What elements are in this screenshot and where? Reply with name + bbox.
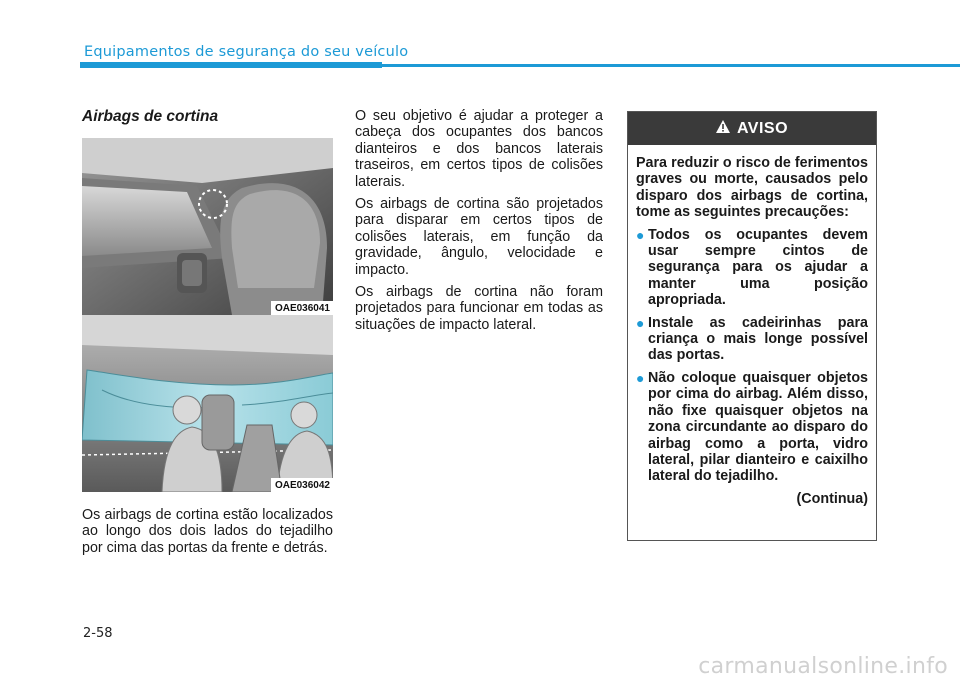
bullet-icon: ●: [636, 314, 645, 331]
column2-paragraph-3: Os airbags de cortina não foram projetados para funcionar em todas as situações de impacto lateral.: [355, 284, 603, 333]
warning-item: ● Todos os ocupantes devem usar sempre cintos de segurança para os ajudar a manter uma posição apropriada.: [636, 226, 868, 309]
section-title: Airbags de cortina: [82, 108, 219, 125]
header-rule-accent: [80, 62, 382, 68]
warning-intro: Para reduzir o risco de ferimentos graves ou morte, causados pelo disparo dos airbags de cortina, tome as seguintes precauções:: [636, 155, 868, 221]
warning-box: [627, 111, 877, 541]
bullet-icon: ●: [636, 226, 645, 243]
watermark: carmanualsonline.info: [698, 654, 948, 679]
figure-airbag-location: [82, 138, 333, 315]
header-title: Equipamentos de segurança do seu veículo: [84, 44, 409, 60]
bullet-icon: ●: [636, 369, 645, 386]
warning-list: [636, 227, 868, 485]
warning-body: [628, 145, 876, 507]
warning-triangle-icon: [716, 120, 730, 138]
airbag-deployed-illustration: [82, 315, 333, 492]
figure-code-2: OAE036042: [271, 478, 333, 492]
figure-code-1: OAE036041: [271, 301, 333, 315]
warning-label: AVISO: [736, 119, 789, 137]
column2-paragraph-2: Os airbags de cortina são projetados para disparar em certos tipos de colisões laterais, em função da gravidade, ângulo, velocidade e impacto.: [355, 196, 603, 278]
warning-header: [628, 112, 876, 145]
column2-paragraph-1: O seu objetivo é ajudar a proteger a cabeça dos ocupantes dos bancos dianteiros e dos bancos laterais traseiros, em certos tipos de colisões laterais.: [355, 108, 603, 190]
warning-continued: (Continua): [796, 490, 868, 507]
warning-item: ● Instale as cadeirinhas para criança o mais longe possível das portas.: [636, 314, 868, 364]
column2-text: [355, 108, 603, 339]
airbag-location-illustration: [82, 138, 333, 315]
warning-item: ● Não coloque quaisquer objetos por cima do airbag. Além disso, não fixe quaisquer objetos na zona circundante ao disparo do airbag como a porta, vidro lateral, pilar dianteiro e caixilho lateral do tejadilho.: [636, 369, 868, 485]
column1-paragraph: Os airbags de cortina estão localizados ao longo dos dois lados do tejadilho por cima das portas da frente e detrás.: [82, 507, 333, 556]
figure-airbag-deployed: [82, 315, 333, 492]
page-number: 2-58: [83, 626, 113, 641]
